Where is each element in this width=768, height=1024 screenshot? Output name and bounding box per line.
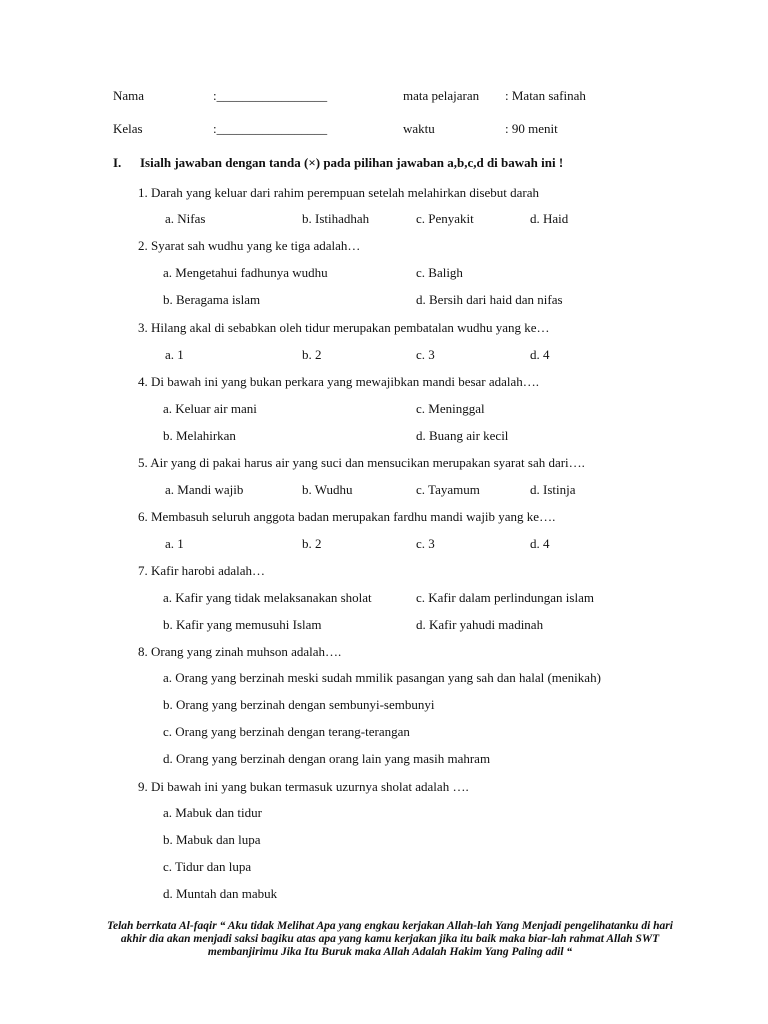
option-d: d. Bersih dari haid dan nifas [416,292,563,307]
option-b: b. Wudhu [302,482,353,497]
option-d: d. Istinja [530,482,576,497]
option-a: a. 1 [165,347,184,362]
mapel-label: mata pelajaran [403,88,480,103]
nama-blank: :_________________ [213,88,328,103]
question-text: 1. Darah yang keluar dari rahim perempuan setelah melahirkan disebut darah [138,185,540,200]
question-text: 8. Orang yang zinah muhson adalah…. [138,644,342,659]
option-c: c. Tayamum [416,482,480,497]
option-b: b. Melahirkan [163,428,236,443]
option-b: b. Orang yang berzinah dengan sembunyi-sembunyi [163,697,435,712]
kelas-label: Kelas [113,121,143,136]
option-b: b. Kafir yang memusuhi Islam [163,617,322,632]
option-c: c. Kafir dalam perlindungan islam [416,590,594,605]
option-a: a. Orang yang berzinah meski sudah mmilik pasangan yang sah dan halal (menikah) [163,670,601,685]
option-d: d. Kafir yahudi madinah [416,617,544,632]
option-a: a. Keluar air mani [163,401,257,416]
option-a: a. Mabuk dan tidur [163,805,262,820]
question-text: 6. Membasuh seluruh anggota badan merupakan fardhu mandi wajib yang ke…. [138,509,556,524]
nama-label: Nama [113,88,145,103]
question-text: 5. Air yang di pakai harus air yang suci dan mensucikan merupakan syarat sah dari…. [138,455,585,470]
question-text: 2. Syarat sah wudhu yang ke tiga adalah… [138,238,361,253]
option-c: c. 3 [416,536,435,551]
option-d: d. Orang yang berzinah dengan orang lain yang masih mahram [163,751,491,766]
option-d: d. Buang air kecil [416,428,509,443]
option-c: c. Baligh [416,265,463,280]
footer-quote: Telah berrkata Al-faqir “ Aku tidak Melihat Apa yang engkau kerjakan Allah-lah Yang Menjadi pengelihatanku di hari akhir dia akan menjadi saksi bagiku atas apa yang kamu kerjakan jika itu baik maka biar-lah rahmat Allah SWT membanjirimu Jika Itu Buruk maka Allah Adalah Hakim Yang Paling adil “ [107,920,673,958]
option-c: c. 3 [416,347,435,362]
option-d: d. 4 [530,536,550,551]
option-d: d. 4 [530,347,550,362]
option-b: b. Istihadhah [302,211,370,226]
option-c: c. Meninggal [416,401,485,416]
option-a: a. Mengetahui fadhunya wudhu [163,265,328,280]
kelas-blank: :_________________ [213,121,328,136]
mapel-value: : Matan safinah [505,88,586,103]
question-text: 7. Kafir harobi adalah… [138,563,266,578]
option-c: c. Orang yang berzinah dengan terang-terangan [163,724,410,739]
option-a: a. Nifas [165,211,206,226]
option-b: b. Mabuk dan lupa [163,832,261,847]
option-a: a. 1 [165,536,184,551]
question-text: 3. Hilang akal di sebabkan oleh tidur merupakan pembatalan wudhu yang ke… [138,320,550,335]
option-b: b. 2 [302,347,322,362]
question-text: 4. Di bawah ini yang bukan perkara yang mewajibkan mandi besar adalah…. [138,374,540,389]
section-title: Isialh jawaban dengan tanda (×) pada pilihan jawaban a,b,c,d di bawah ini ! [140,155,564,170]
option-c: c. Penyakit [416,211,474,226]
section-number: I. [113,155,122,170]
question-text: 9. Di bawah ini yang bukan termasuk uzurnya sholat adalah …. [138,779,469,794]
option-b: b. 2 [302,536,322,551]
waktu-label: waktu [403,121,435,136]
option-a: a. Mandi wajib [165,482,244,497]
waktu-value: : 90 menit [505,121,558,136]
option-d: d. Haid [530,211,569,226]
option-a: a. Kafir yang tidak melaksanakan sholat [163,590,372,605]
option-c: c. Tidur dan lupa [163,859,252,874]
option-b: b. Beragama islam [163,292,261,307]
option-d: d. Muntah dan mabuk [163,886,278,901]
